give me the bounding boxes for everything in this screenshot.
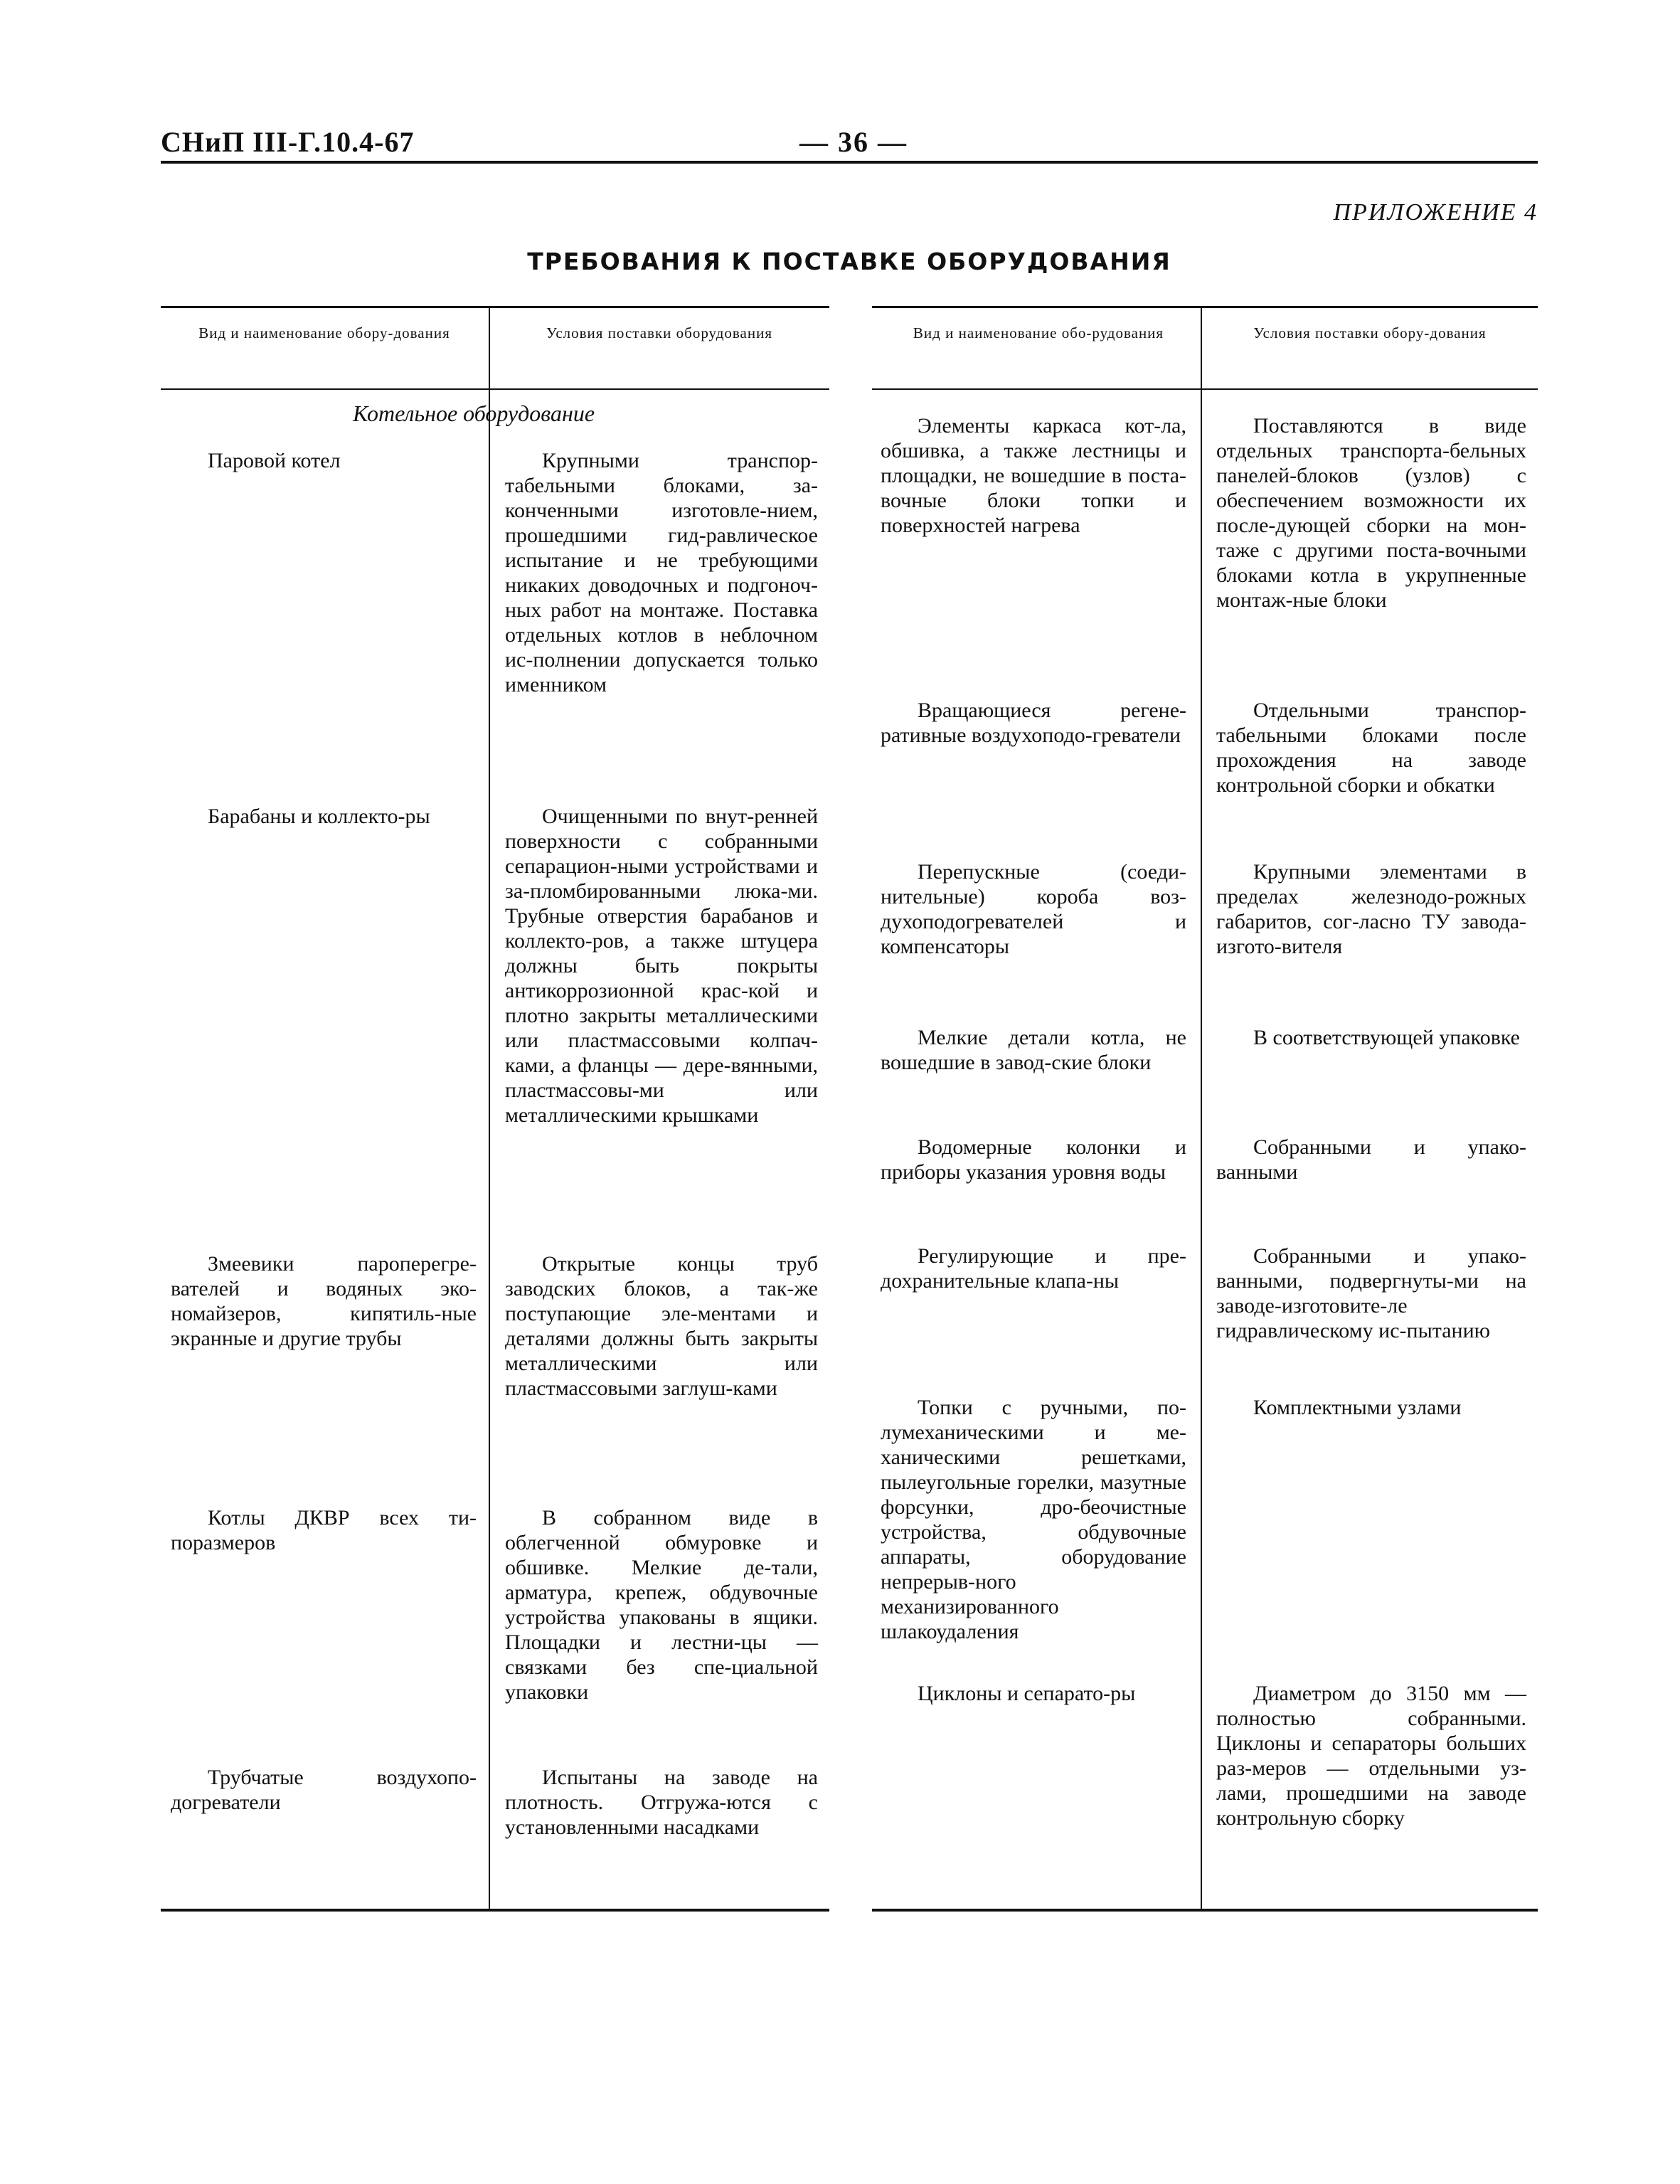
page-number: — 36 —: [799, 126, 908, 158]
column-divider: [489, 308, 490, 1909]
equipment-name: Топки с ручными, по-лумеханическими и ме-ханическими решетками, пылеугольные горелки, мазутные форсунки, дро-беочистные устройства, обдувочные аппараты, оборудование непрерыв-ного механизированного шлакоудаления: [881, 1396, 1186, 1643]
appendix-label: ПРИЛОЖЕНИЕ 4: [1333, 199, 1538, 226]
delivery-conditions: Отдельными транспор-табельными блоками после прохождения на заводе контрольной сборки и обкатки: [1216, 699, 1526, 797]
left-table: [161, 306, 829, 1912]
delivery-conditions: В соответствующей упаковке: [1253, 1026, 1520, 1049]
equipment-name: Мелкие детали котла, не вошедшие в завод-ские блоки: [881, 1026, 1186, 1074]
equipment-name: Трубчатые воздухопо-догреватели: [171, 1766, 477, 1814]
column-header-equipment: Вид и наименование обо-рудования: [913, 324, 1164, 341]
equipment-name: Вращающиеся регене-ративные воздухоподо-греватели: [881, 699, 1186, 747]
page-title: ТРЕБОВАНИЯ К ПОСТАВКЕ ОБОРУДОВАНИЯ: [527, 248, 1171, 275]
equipment-name: Паровой котел: [208, 449, 341, 472]
delivery-conditions: Собранными и упако-ванными, подвергнуты-ми на заводе-изготовите-ле гидравлическому ис-пытанию: [1216, 1244, 1526, 1342]
delivery-conditions: Собранными и упако-ванными: [1216, 1135, 1526, 1184]
header-divider: [161, 388, 829, 390]
section-label: Котельное оборудование: [353, 401, 595, 426]
equipment-name: Регулирующие и пре-дохранительные клапа-ны: [881, 1244, 1186, 1293]
equipment-name: Элементы каркаса кот-ла, обшивка, а также лестницы и площадки, не вошедшие в поста-вочные блоки топки и поверхностей нагрева: [881, 414, 1186, 537]
equipment-name: Перепускные (соеди-нительные) короба воз-духоподогревателей и компенсаторы: [881, 860, 1186, 958]
page-header: [161, 125, 1538, 165]
document-code: СНиП III-Г.10.4-67: [161, 126, 415, 158]
equipment-name: Котлы ДКВР всех ти-поразмеров: [171, 1506, 477, 1554]
delivery-conditions: Диаметром до 3150 мм — полностью собранными. Циклоны и сепараторы больших раз-меров — отдельными уз-лами, прошедшими на заводе контрольную сборку: [1216, 1682, 1526, 1830]
delivery-conditions: В собранном виде в облегченной обмуровке и обшивке. Мелкие де-тали, арматура, крепеж, обдувочные устройства упакованы в ящики. Площадки и лестни-цы — связками без спе-циальной упаковки: [505, 1506, 818, 1704]
equipment-name: Циклоны и сепарато-ры: [918, 1682, 1136, 1705]
column-divider: [1201, 308, 1202, 1909]
delivery-conditions: Поставляются в виде отдельных транспорта-бельных панелей-блоков (узлов) с обеспечением возможности их после-дующей сборки на мон-таже с другими поста-вочными блоками котла в укрупненные монтаж-ные блоки: [1216, 414, 1526, 612]
header-rule: [161, 161, 1538, 164]
equipment-name: Водомерные колонки и приборы указания уровня воды: [881, 1135, 1186, 1184]
column-header-conditions: Условия поставки обору-дования: [1253, 324, 1487, 341]
delivery-conditions: Испытаны на заводе на плотность. Отгружа-ются с установленными насадками: [505, 1766, 818, 1839]
delivery-conditions: Крупными элементами в пределах железнодо-рожных габаритов, сог-ласно ТУ завода-изгото-вителя: [1216, 860, 1526, 958]
header-divider: [872, 388, 1538, 390]
delivery-conditions: Комплектными узлами: [1253, 1396, 1462, 1419]
delivery-conditions: Очищенными по внут-ренней поверхности с собранными сепарацион-ными устройствами и за-пломбированными люка-ми. Трубные отверстия барабанов и коллекто-ров, а также штуцера должны быть покрыты антикоррозионной крас-кой и плотно закрыты металлическими или пластмассовыми колпач-ками, а фланцы — дере-вянными, пластмассовы-ми или металлическими крышками: [505, 805, 818, 1127]
column-header-conditions: Условия поставки оборудования: [546, 324, 773, 341]
column-header-equipment: Вид и наименование обору-дования: [198, 324, 450, 341]
delivery-conditions: Крупными транспор-табельными блоками, за-конченными изготовле-нием, прошедшими гид-равлическое испытание и не требующими никаких доводочных и подгоноч-ных работ на монтаже. Поставка отдельных котлов в неблочном ис-полнении допускается только именником: [505, 449, 818, 696]
right-table: [872, 306, 1538, 1912]
delivery-conditions: Открытые концы труб заводских блоков, а так-же поступающие эле-ментами и деталями должны быть закрыты металлическими или пластмассовыми заглуш-ками: [505, 1252, 818, 1400]
equipment-name: Барабаны и коллекто-ры: [208, 805, 430, 828]
equipment-name: Змеевики пароперегре-вателей и водяных эко-номайзеров, кипятиль-ные экранные и другие трубы: [171, 1252, 477, 1350]
